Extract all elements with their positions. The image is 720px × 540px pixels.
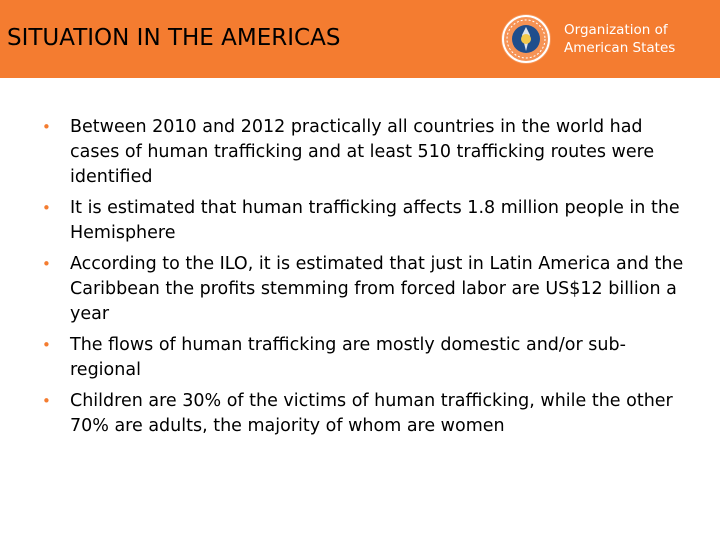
bullet-dot-icon: • (42, 118, 51, 136)
oas-logo (500, 13, 700, 65)
bullet-dot-icon: • (42, 392, 51, 410)
organization-name-line1: Organization of (564, 22, 668, 38)
bullet-dot-icon: • (42, 336, 51, 354)
bullet-item (42, 115, 692, 190)
bullet-dot-icon: • (42, 255, 51, 273)
bullet-text: The flows of human trafficking are mostly domestic and/or sub-regional (70, 335, 626, 380)
oas-seal-icon (500, 13, 552, 65)
bullet-text: Children are 30% of the victims of human trafficking, while the other 70% are adults, the majority of whom are women (70, 391, 673, 436)
header-bar (0, 0, 720, 78)
bullet-text: It is estimated that human trafficking affects 1.8 million people in the Hemisphere (70, 198, 680, 243)
bullet-item (42, 252, 692, 327)
bullet-item (42, 389, 692, 439)
bullet-item (42, 333, 692, 383)
bullet-text: According to the ILO, it is estimated that just in Latin America and the Caribbean the profits stemming from forced labor are US$12 billion a year (70, 254, 684, 324)
organization-name-line2: American States (564, 40, 676, 56)
bullet-dot-icon: • (42, 199, 51, 217)
bullet-list (42, 115, 692, 445)
bullet-text: Between 2010 and 2012 practically all countries in the world had cases of human trafficking and at least 510 trafficking routes were identified (70, 117, 655, 187)
bullet-item (42, 196, 692, 246)
slide-title: SITUATION IN THE AMERICAS (7, 25, 341, 51)
organization-name (564, 21, 704, 57)
